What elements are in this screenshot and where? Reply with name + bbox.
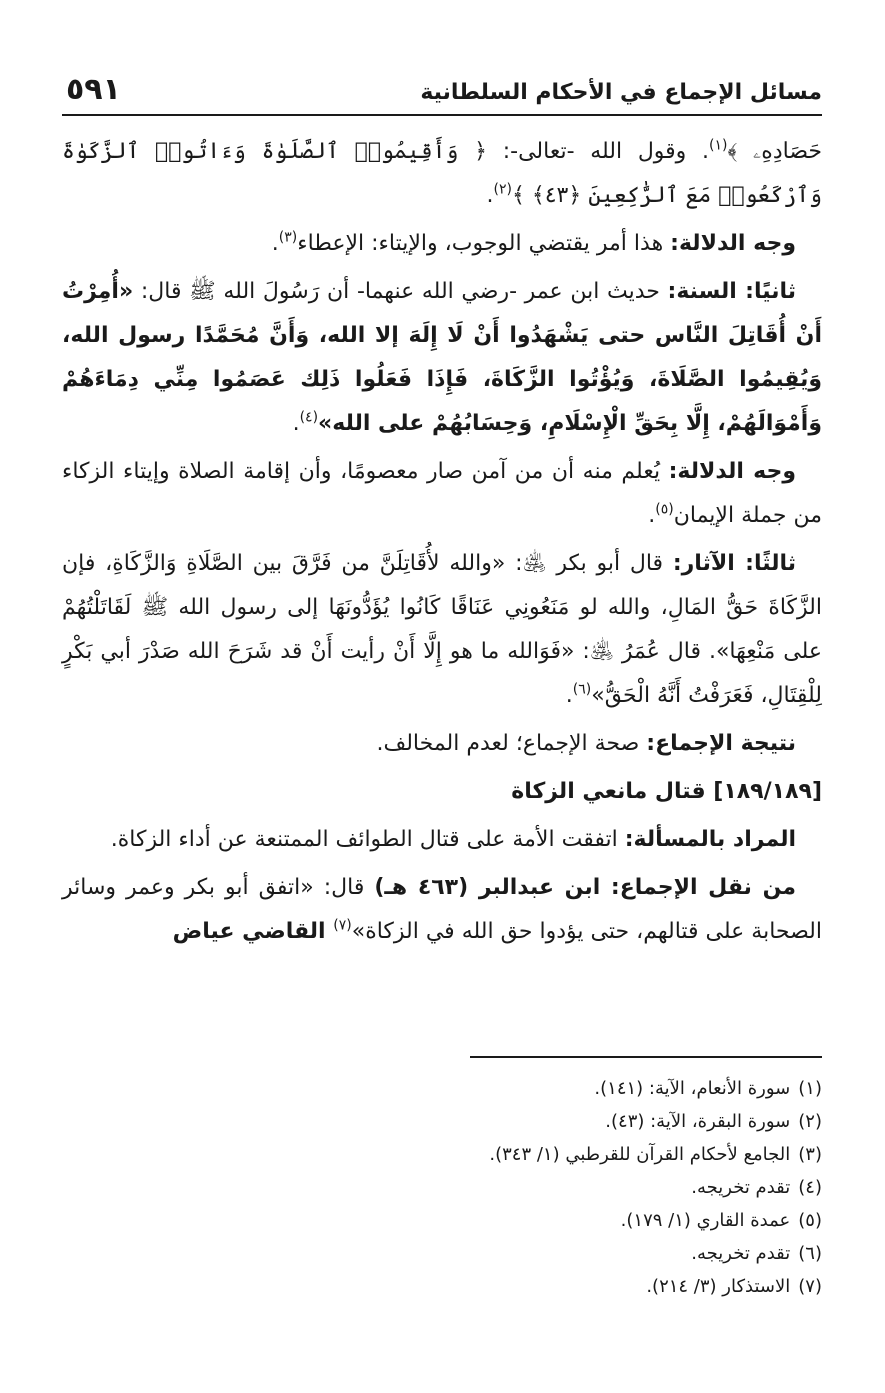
footnote-ref: (٣) [278,229,298,246]
paragraph-inference-1 [62,222,822,266]
book-page [62,68,822,1368]
footnote-text: تقدم تخريجه. [691,1243,791,1264]
paragraph-text: قال: «اتفق أبو بكر وعمر وسائر الصحابة على قتالهم، حتى يؤدوا حق الله في الزكاة» [62,875,822,944]
main-text [62,130,822,958]
footnote-number: (٣) [798,1144,822,1165]
paragraph-text: هذا أمر يقتضي الوجوب، والإيتاء: الإعطاء [297,231,671,256]
punctuation: . [565,683,573,708]
footnote [62,1072,822,1105]
paragraph-text: قال أبو بكر ﵁: «والله لأُقَاتِلَنَّ من فَرَّقَ بين الصَّلَاةِ وَالزَّكَاةِ، فإن الزَّكَاةَ حَقُّ المَالِ، والله لو مَنَعُونِي عَنَاقًا كَانُوا يُؤَدُّونَهَا إلى رسول الله ﷺ لَقَاتَلْتُهُمْ على مَنْعِهَا». قال عُمَرُ ﵁: «فَوَالله ما هو إِلَّا أَنْ رأيت أَنْ قد شَرَحَ الله صَدْرَ أبي بَكْرٍ لِلْقِتَالِ، فَعَرَفْتُ أَنَّهُ الْحَقُّ» [62,551,822,708]
punctuation: . [271,231,279,256]
footnote-number: (٧) [798,1276,822,1297]
footnote [62,1270,822,1303]
issue-heading: [١٨٩/١٨٩] قتال مانعي الزكاة [511,779,822,804]
footnote-divider [470,1056,822,1058]
section-label: وجه الدلالة: [668,459,796,484]
punctuation: . [292,411,300,436]
footnote-number: (٥) [798,1210,822,1231]
scholar-name: القاضي عياض [172,919,334,944]
footnote [62,1138,822,1171]
footnote-ref: (١) [709,137,728,154]
footnote-text: تقدم تخريجه. [691,1177,791,1198]
footnote-text: سورة البقرة، الآية: (٤٣). [605,1111,791,1132]
paragraph-athar [62,542,822,718]
footnote [62,1204,822,1237]
hadith-text: «أُمِرْتُ أَنْ أُقَاتِلَ النَّاس حتى يَشْهَدُوا أَنْ لَا إِلَهَ إلا الله، وَأَنَّ مُحَمَّدًا رسول الله، وَيُقِيمُوا الصَّلَاةَ، وَيُؤْتُوا الزَّكَاةَ، فَإِذَا فَعَلُوا ذَلِك عَصَمُوا مِنِّي دِمَاءَهُمْ وَأَمْوَالَهُمْ، إِلَّا بِحَقِّ الْإِسْلَامِ، وَحِسَابُهُمْ على الله» [62,279,822,436]
footnote-number: (٢) [798,1111,822,1132]
section-label: ثالثًا: الآثار: [672,551,797,576]
footnote-text: الجامع لأحكام القرآن للقرطبي (١/ ٣٤٣). [489,1144,791,1165]
quran-verse: ﴿ وَأَقِيمُوا۟ ٱلصَّلَوٰةَ وَءَاتُوا۟ ٱلزَّكَوٰةَ وَٱرْكَعُوا۟ مَعَ ٱلرَّٰكِعِينَ ﴿٤٣﴾ ﴾ [62,139,822,208]
punctuation: . [648,503,656,528]
section-label: من نقل الإجماع: ابن عبدالبر (٤٦٣ هـ) [374,875,796,900]
footnote-ref: (٥) [655,501,674,518]
footnote-text: سورة الأنعام، الآية: (١٤١). [594,1078,791,1099]
footnote-ref: (٤) [299,409,319,426]
paragraph-text: حديث ابن عمر -رضي الله عنهما- أن رَسُولَ الله ﷺ قال: [133,279,668,304]
page-number: ٥٩١ [66,72,121,107]
footnote-text: الاستذكار (٣/ ٢١٤). [646,1276,791,1297]
footnote-ref: (٧) [333,917,352,934]
paragraph-quran-evidence [62,130,822,218]
footnote [62,1171,822,1204]
footnote-number: (١) [798,1078,822,1099]
footnote [62,1237,822,1270]
paragraph-transmitters [62,866,822,954]
running-title: مسائل الإجماع في الأحكام السلطانية [420,80,822,105]
paragraph-text: يُعلم منه أن من آمن صار معصومًا، وأن إقامة الصلاة وإيتاء الزكاء من جملة الإيمان [62,459,822,528]
footnote-ref: (٢) [493,181,512,198]
paragraph-text: صحة الإجماع؛ لعدم المخالف. [376,731,647,756]
footnote-ref: (٦) [572,681,592,698]
footnotes-list [62,1072,822,1303]
section-label: ثانيًا: السنة: [667,279,796,304]
section-label: المراد بالمسألة: [624,827,796,852]
paragraph-result [62,722,822,766]
quran-verse-end: حَصَادِهِۦ ﴾ [727,139,823,164]
paragraph-sunnah [62,270,822,446]
footnote-number: (٦) [798,1243,822,1264]
paragraph-meaning [62,818,822,862]
paragraph-inference-2 [62,450,822,538]
footnote-number: (٤) [798,1177,822,1198]
paragraph-text: . وقول الله -تعالى-: [487,139,710,164]
section-label: نتيجة الإجماع: [646,731,796,756]
footnote-text: عمدة القاري (١/ ١٧٩). [620,1210,791,1231]
footnote [62,1105,822,1138]
paragraph-text: اتفقت الأمة على قتال الطوائف الممتنعة عن أداء الزكاة. [110,827,625,852]
punctuation: . [486,183,494,208]
page-header [62,68,822,116]
section-label: وجه الدلالة: [670,231,796,256]
